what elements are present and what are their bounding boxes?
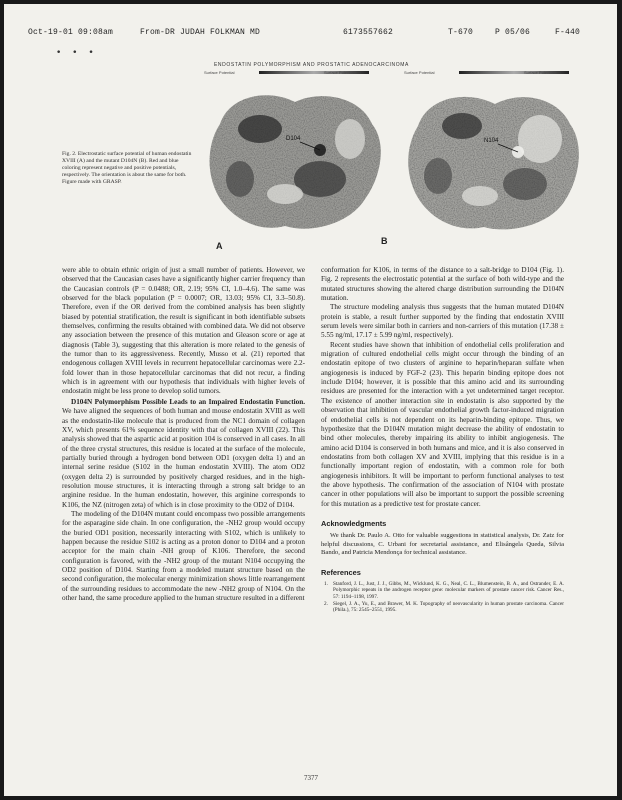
surface-potential-legend — [204, 70, 584, 78]
acknowledgments-heading: Acknowledgments — [321, 518, 387, 528]
legend-label: Surface Potential — [324, 70, 355, 75]
reference-text: Siegel, J. A., Yu, E., and Brawer, M. K. Topography of neovascularity in human prostate carcinoma. Cancer (Phila.), 75: 2545–2551, 1995. — [333, 601, 564, 614]
reference-item — [324, 601, 564, 614]
paragraph: The structure modeling analysis thus suggests that the human mutated D104N protein is stable, a result further supported by the finding that endostatin XVIII serum levels were similar both in carriers and non-carriers of this mutation (17.38 ± 5.55 ng/ml, 17.17 ± 5.99 ng/ml, respectively). — [321, 303, 564, 340]
legend-label: Surface Potential — [204, 70, 235, 75]
references-heading: References — [321, 567, 361, 577]
left-column — [62, 266, 305, 603]
page-number: 7377 — [304, 774, 318, 782]
fax-noise-dots: • • • — [56, 48, 98, 58]
fax-from: From-DR JUDAH FOLKMAN MD — [140, 28, 261, 37]
protein-surface-a — [200, 84, 390, 244]
figure-caption: Fig. 2. Electrostatic surface potential of human endostatin XVIII (A) and the mutant D104N (B). Red and blue coloring represent negative and positive potentials, respectively. The orientation is about the same for both. Figure made with GRASP. — [62, 151, 192, 186]
paragraph — [62, 398, 305, 510]
residue-label-a: D104 — [286, 136, 301, 142]
fax-page — [4, 4, 617, 796]
fax-page-count: P 05/06 — [495, 28, 531, 37]
legend-label: Surface Potential — [524, 70, 555, 75]
acknowledgments-text: We thank Dr. Paulo A. Otto for valuable suggestions in statistical analysis, Dr. Zatz for helpful discussions, C. Urbani for secretarial assistance, and Elisângela Queda, Silvia Bando, and Patricia Mendonça for technical assistance. — [321, 532, 564, 557]
paragraph: The modeling of the D104N mutant could encompass two possible arrangements for the asparagine side chain. In one configuration, the -NH2 group would occupy the buried OD1 position, necessarily interacting with S102, which is unlikely to happen because the residue S102 is acting as a proton donor to D104 and a proton acceptor for the main chain -NH group of K106. Therefore, the second configuration is favored, with the -NH2 group of the mutant N104 occupying the OD2 position of D104. Starting from a modeled mutant structure based on the second configuration, the molecular energy minimization shows little rearrangement of the surrounding residues to accommodate the new -NH2 group of N104. On the other hand, the same procedure applied to the human structure resulted in a different — [62, 509, 305, 603]
paragraph-text: We have aligned the sequences of both human and mouse endostatin XVIII as well as the endostatin-like molecule that is produced from the NC1 domain of collagen XV, which presents 61% sequence identity with that of collagen XVIII (22). This analysis showed that the aspartic acid at position 104 is conserved in all cases. In all of the three crystal structures, this residue is located at the surface of the molecule, partially buried through a hydrogen bond between OD1 (oxygen delta 1) and an internal serine residue (S102 in the human endostatin XVIII). The atom OD2 (oxygen delta 2) is surrounded by positively charged residues, and in the high-resolution mouse structures, it is interacting through a strong salt bridge to an arginine residue. In the human endostatin, however, this arginine corresponds to K106, the NZ (nitrogen zeta) of which is in close proximity to the OD2 of D104. — [62, 407, 305, 509]
figure-label-b: B — [381, 236, 388, 246]
residue-label-b: N104 — [484, 138, 499, 144]
fax-id: F-440 — [555, 28, 581, 37]
reference-number: 2. — [324, 601, 328, 608]
reference-text: Stanford, J. L., Just, J. J., Gibbs, M., Wicklund, K. G., Neal, C. L., Blumenstein, B. A., and Ostrander, E. A. Polymorphic repeats in the androgen receptor gene: molecular markers of prostate cancer risk. Cancer Res., 57: 1194–1198, 1997. — [333, 580, 564, 600]
paragraph: conformation for K106, in terms of the distance to a salt-bridge to D104 (Fig. 1). Fig. 2 represents the electrostatic potential at the surface of both wild-type and the mutated structures showing the altered charge distribution surrounding the D104N mutation. — [321, 266, 564, 303]
running-head: ENDOSTATIN POLYMORPHISM AND PROSTATIC ADENOCARCINOMA — [214, 62, 409, 68]
fax-phone: 6173557662 — [343, 28, 394, 37]
references-list — [321, 581, 564, 614]
figure-a-image — [200, 84, 390, 244]
legend-label: Surface Potential — [404, 70, 435, 75]
figure-label-a: A — [216, 241, 223, 251]
reference-item — [324, 580, 564, 600]
fax-tid: T-670 — [448, 28, 474, 37]
reference-number: 1. — [324, 580, 328, 587]
right-column — [321, 266, 564, 615]
figure-b-image — [400, 84, 590, 244]
fax-date-time: Oct-19-01 09:08am — [28, 28, 114, 37]
protein-surface-b — [400, 84, 590, 244]
section-heading: D104N Polymorphism Possible Leads to an Impaired Endostatin Function. — [71, 397, 305, 406]
paragraph: Recent studies have shown that inhibition of endothelial cells proliferation and migration of cultured endothelial cells might occur through the binding of an endostatin epitope of two clusters of arginine to heparin/heparan sulfate when angiogenesis is induced by FGF-2 (23). This heparin binding epitope does not include D104; however, it is possible that this amino acid and its surrounding residues are presented for the interaction with a yet undetermined target receptor. The existence of another interaction site in endostatin is also supported by the observation that inhibition of vascular endothelial growth factor-induced migration of endothelial cells is not dependent on its heparin-binding epitope. Thus, we hypothesize that the D104N mutation might decrease the ability of endostatin to bind other molecules, thereby impairing its ability to inhibit angiogenesis. The amino acid D104 is conserved in both humans and mice, and it is also conserved in endostatins from both collagen XV and XVIII, implying that this residue is in a functionally important region of endostatin, with a common role for both angiogenesis inhibitors. It will be important to perform functional analyses to test the above hypothesis. The confirmation of the association of N104 with prostate cancer in other populations will also be important to support the possible screening for this mutation as a predictive test for prostate cancer. — [321, 340, 564, 508]
paragraph: were able to obtain ethnic origin of just a small number of patients. However, we observed that the Caucasian cases have a significantly higher carrier frequency than the Caucasian controls (P = 0.0488; OR, 2.19; 95% CI, 1.0–4.6). The same was observed for the black population (P = 0.0007; OR, 13.03; 95% CI, 3.3–50.8). Therefore, even if the OR derived from the combined analysis has been slightly biased by potential stratification, the result is significant in both identifiable subsets themselves, confirming the results obtained with combined data. We did not observe any association between the presence of this mutation and Gleason score or age at diagnosis (Table 3), suggesting that this alteration is more related to the genesis of the tumor than to its aggressiveness. Recently, Musso et al. (21) reported that endogenous collagen XVIII levels in recurrent hepatocellular carcinomas were 2.2-fold lower than in those hepatocellular carcinomas that did not recur, a finding which is in agreement with our hypothesis that individuals with higher levels of endostatin might be less prone to develop solid tumors. — [62, 266, 305, 396]
